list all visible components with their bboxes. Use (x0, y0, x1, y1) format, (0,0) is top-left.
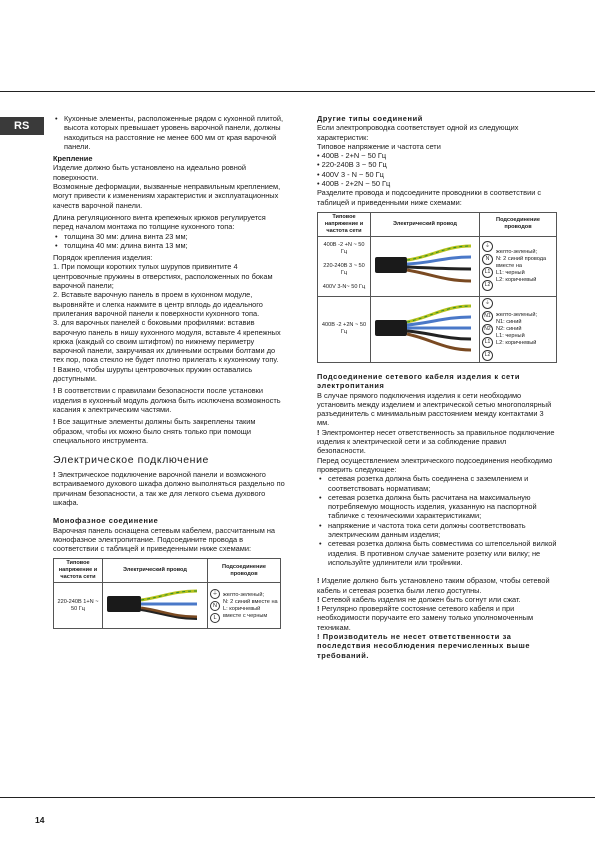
l1-marker: L1 (482, 337, 493, 348)
electrical-p1: ! Электрическое подключение варочной панели и возможного встраиваемого духового шкафа должно выполняться раздельно по причинам безопасности, а так же для легкого съема духового шкафа. (53, 470, 285, 507)
earth-marker: ⏚ (482, 298, 493, 309)
language-tab: RS (0, 117, 44, 135)
cable-illustration (371, 299, 475, 357)
earth-marker: ⏚ (211, 590, 218, 597)
wire-diagram (103, 583, 208, 629)
mains-title: Подсоединение сетевого кабеля изделия к сети электропитания (317, 371, 521, 391)
table-header-wire: Электрический провод (103, 559, 208, 583)
kitchen-bullet: • Кухонные элементы, расположенные рядом с кухонной плитой, высота которых превышает уровень варочной панели, должны находиться на расстояние не менее 600 мм от края варочной панели. (53, 114, 285, 151)
n2-marker: N2 (482, 324, 493, 335)
right-column (317, 114, 557, 660)
cable-illustration (103, 583, 203, 625)
bottom-rule (0, 797, 595, 798)
table-connection-cell (480, 296, 557, 362)
l2-marker: L2 (482, 280, 493, 291)
mains-warning: ! Электромонтер несет ответственность за правильное подключение изделия к электрической сети и за соблюдение правил безопасности. (317, 427, 555, 456)
mono-title: Монофазное соединение (53, 516, 159, 526)
fixing-p4: Порядок крепления изделия: (53, 253, 153, 263)
warning-icon: ! (317, 604, 322, 614)
other-p1: Если электропроводка соответствует одной из следующих характеристик: (317, 123, 519, 142)
n1-marker: N1 (482, 311, 493, 322)
table-voltage-cell (318, 236, 371, 296)
warning-icon: ! (317, 427, 322, 437)
fixing-title: Крепление (53, 154, 93, 164)
left-column (53, 114, 285, 629)
table-voltage-cell: 400В -2 +2N ~ 50 Гц (318, 296, 371, 362)
conn-label-earth: желто-зеленый; (496, 311, 537, 318)
table-header-voltage: Типовое напряжение и частота сети (54, 559, 103, 583)
fixing-p2: Возможные деформации, вызванные неправильным креплением, могут привести к изменениям характеристик и эксплуатационных качеств варочной панели. (53, 182, 281, 210)
table-connection-cell (208, 583, 281, 629)
warning-icon: ! (53, 417, 58, 427)
warning-screws: ! Важно, чтобы шурупы центровочных пружин оставались доступными. (53, 364, 253, 384)
other-b3: • 400V 3 - N ~ 50 Гц (317, 169, 384, 179)
conn-label-n: N: 2 синий вместе на (223, 598, 278, 605)
conn-label-l2: L2: коричневый (496, 339, 537, 346)
voltage-2n: 400В -2 +N ~ 50 Гц (323, 241, 365, 255)
fixing-step2: 2. Вставьте варочную панель в проем в кухонном модуле, выровняйте и слегка нажмите в центр вплодь до идеального прилегания варочной панели к поверхности кухонного топа. (53, 290, 263, 318)
conn-label-earth: желто-зеленый; (496, 248, 537, 255)
table-header-connection: Подсоединение проводов (480, 212, 557, 236)
warning-protect: ! Все защитные элементы должны быть закреплены таким образом, чтобы их можно было снять только при помощи специального инструмента. (53, 417, 256, 445)
earth-marker: ⏚ (482, 241, 493, 252)
fixing-step3: 3. для варочных панелей с боковыми профилями: вставив варочную панель в нишу кухонного модуля, вставьте 4 крепежных крюка (каждый со своим штифтом) по нижнему периметру варочной панели, закручивая их длинными острыми болтами до тех пор, пока стекло не будет плотно прилегать к кухонному топу. (53, 318, 281, 365)
conn-label-l1: L1: черный (496, 332, 525, 339)
other-b4: • 400В - 2+2N ~ 50 Гц (317, 179, 391, 189)
table-voltage-cell: 220-240В 1+N ~ 50 Гц (54, 583, 103, 629)
multi-wiring-table (317, 212, 557, 363)
end-warning-1: ! Изделие должно быть установлено таким образом, чтобы сетевой кабель и сетевая розетка были легко доступны. (317, 576, 550, 595)
table-header-voltage: Типовое напряжение и частота сети (318, 212, 371, 236)
other-p3: Разделите провода и подсоедините проводники в соответствии с таблицей и приведенными ниже схемами: (317, 188, 542, 207)
conn-label-l: L: коричневый вместе с черным (223, 605, 268, 619)
conn-label-n: N: 2 синий провода вместе на (496, 255, 547, 269)
conn-label-n2: N2: синий (496, 325, 522, 332)
other-title: Другие типы соединений (317, 114, 423, 123)
fixing-p1: Изделие должно быть установлено на идеально ровной поверхности. (53, 163, 247, 182)
fixing-bullet-30: • толщина 30 мм: длина винта 23 мм; (53, 232, 285, 241)
top-rule (0, 91, 595, 92)
warning-icon: ! (53, 364, 58, 374)
end-warning-3: ! Регулярно проверяйте состояние сетевого кабеля и при необходимости поручаите его замену только уполномоченным техникам. (317, 604, 534, 632)
voltage-3: 220-240В 3 ~ 50 Гц (323, 262, 365, 276)
mains-p2: Перед осуществлением электрического подсоединения необходимо проверить следующее: (317, 455, 553, 474)
table-header-connection: Подсоединение проводов (208, 559, 281, 583)
wire-diagram (371, 236, 480, 296)
voltage-3n: 400V 3-N~ 50 Гц (322, 283, 366, 290)
live-marker: L (210, 613, 220, 623)
n-marker: N (482, 254, 493, 265)
mains-bullet-3: • напряжение и частота тока сети должны соответствовать электрическим данным изделия; (317, 521, 557, 540)
fixing-p3: Длина регуляционного винта крепежных крюков регулируется перед началом монтажа по толщине кухонного топа: (53, 212, 266, 232)
electrical-title: Электрическое подключение (53, 454, 209, 467)
conn-label-earth: желто-зеленый; (223, 591, 264, 598)
end-warning-4: ! Производитель не несет ответственности за последствия несоблюдения перечисленных выше требований. (317, 631, 531, 660)
conn-label-n1: N1: синий (496, 318, 522, 325)
warning-safety: ! В соответствии с правилами безопасности после установки изделия в кухонный модуль должна быть исключена возможность касания к электрическим частями. (53, 386, 281, 414)
fixing-step1: 1. При помощи коротких тулых шурупов привинтите 4 центровочные пружины в отверстиях, расположенных по бокам варочной панели; (53, 262, 273, 291)
neutral-marker: N (210, 601, 220, 611)
conn-label-l2: L2: коричневый (496, 276, 537, 283)
mains-bullet-4: • сетевая розетка должна быть совместима со штепсельной вилкой изделия. В противном случае замените розетку или вилку; не используйте удлинители или тройники. (317, 539, 557, 567)
warning-icon: ! (53, 386, 58, 396)
warning-icon: ! (317, 576, 322, 586)
other-p2: Типовое напряжение и частота сети (317, 141, 441, 151)
fixing-bullet-40: • толщина 40 мм: длина винта 13 мм; (53, 241, 285, 250)
mono-p1: Варочная панель оснащена сетевым кабелем, рассчитанным на монофазное электропитание. Подсоедините провода в соответствии с таблицей и приведенными ниже схемами: (53, 525, 276, 554)
page-number: 14 (35, 815, 45, 825)
mains-p1: В случае прямого подключения изделия к сети необходимо установить между изделием и электрической сетью многополярный разъединитель с минимальным расстоянием между контактами 3 мм. (317, 390, 552, 428)
warning-icon: ! (53, 470, 58, 480)
conn-label-l1: L1: черный (496, 269, 525, 276)
other-b1: • 400В - 2+N ~ 50 Гц (317, 151, 387, 161)
mains-bullet-2: • сетевая розетка должна быть расчитана на максимальную потребляемую мощность изделия, указанную на паспортной табличке с техническими характеристиками; (317, 493, 557, 521)
end-warning-2: ! Сетевой кабель изделия не должен быть согнут или сжат. (317, 594, 521, 604)
l2-marker: L2 (482, 350, 493, 361)
mains-bullet-1: • сетевая розетка должна быть соединена с заземлением и соответствовать нормативам; (317, 474, 557, 493)
mono-wiring-table (53, 558, 281, 629)
warning-icon: ! (317, 631, 323, 641)
table-connection-cell (480, 236, 557, 296)
warning-icon: ! (317, 594, 322, 604)
l1-marker: L1 (482, 267, 493, 278)
cable-illustration (371, 237, 475, 293)
other-b2: • 220-240В 3 ~ 50 Гц (317, 160, 387, 170)
wire-diagram (371, 296, 480, 362)
table-header-wire: Электрический провод (371, 212, 480, 236)
